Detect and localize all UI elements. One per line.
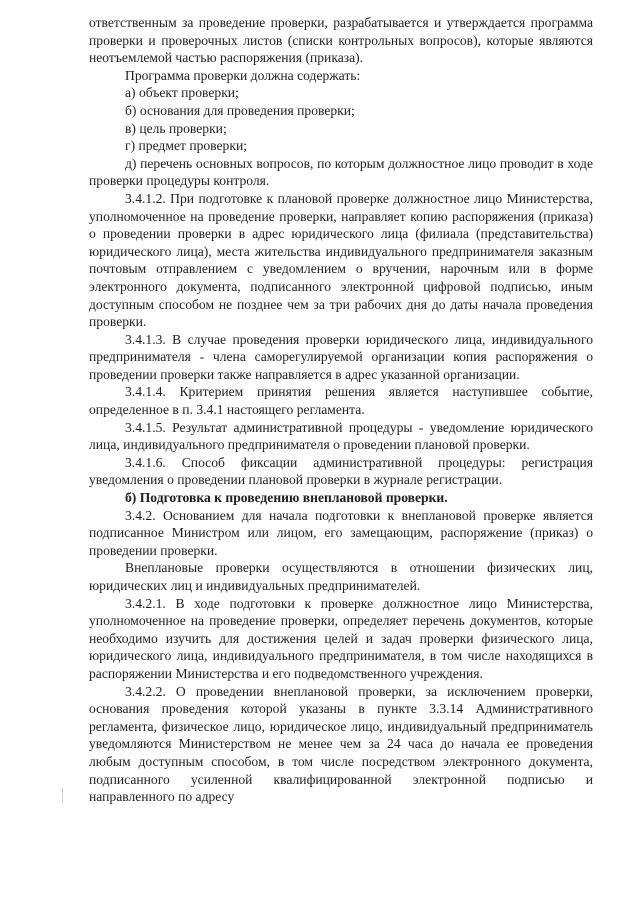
paragraph-3-4-1-4: 3.4.1.4. Критерием принятия решения является наступившее событие, определенное в п. 3.4.1 настоящего регламента.: [89, 384, 593, 418]
paragraph-3-4-2: 3.4.2. Основанием для начала подготовки к внеплановой проверке является подписанное Министром или лицом, его замещающим, распоряжение (приказ) о проведении проверки.: [89, 507, 593, 558]
paragraph-program-intro: Программа проверки должна содержать:: [125, 67, 361, 83]
paragraph-continuation: ответственным за проведение проверки, разрабатывается и утверждается программа проверки и проверочных листов (списки контрольных вопросов), которые являются неотъемлемой частью распоряжения (приказа).: [89, 15, 593, 66]
section-heading-unscheduled: б) Подготовка к проведению внеплановой проверки.: [125, 490, 448, 506]
scan-artifact: [62, 788, 63, 802]
paragraph-3-4-2-1: 3.4.2.1. В ходе подготовки к проверке должностное лицо Министерства, уполномоченное на проведение проверки, определяет перечень документов, которые необходимо изучить для достижения целей и задач проверки физического лица, юридического лица, индивидуального предпринимателя, в том числе находящихся в распоряжении Министерства и его подведомственного учреждения.: [89, 595, 593, 681]
list-item-c: в) цель проверки;: [125, 120, 227, 136]
paragraph-3-4-2-2: 3.4.2.2. О проведении внеплановой проверки, за исключением проверки, основания проведения которой указаны в пункте 3.3.14 Административного регламента, физическое лицо, юридическое лицо, индивидуальный предприниматель уведомляются Министерством не менее чем за 24 часа до начала ее проведения любым доступным способом, в том числе посредством электронного документа, подписанного усиленной квалифицированной электронной подписью и направленного по адресу: [89, 683, 593, 805]
paragraph-3-4-1-6: 3.4.1.6. Способ фиксации административной процедуры: регистрация уведомления о проведении плановой проверки в журнале регистрации.: [89, 454, 593, 488]
document-body: [89, 14, 593, 806]
paragraph-3-4-1-2: 3.4.1.2. При подготовке к плановой проверке должностное лицо Министерства, уполномоченное на проведение проверки, направляет копию распоряжения (приказа) о проведении проверки в адрес юридического лица (филиала (представительства) юридического лица), места жительства индивидуального предпринимателя заказным почтовым отправлением с уведомлением о вручении, нарочным или в форме электронного документа, подписанного электронной цифровой подписью, иным доступным способом не позднее чем за три рабочих дня до даты начала проведения проверки.: [89, 190, 593, 330]
list-item-a: а) объект проверки;: [125, 85, 239, 101]
paragraph-3-4-1-3: 3.4.1.3. В случае проведения проверки юридического лица, индивидуального предпринимателя - члена саморегулируемой организации копия распоряжения о проведении проверки также направляется в адрес указанной организации.: [89, 331, 593, 382]
list-item-b: б) основания для проведения проверки;: [125, 102, 355, 118]
paragraph-unscheduled-scope: Внеплановые проверки осуществляются в отношении физических лиц, юридических лиц и индивидуальных предпринимателей.: [89, 560, 593, 593]
list-item-d: г) предмет проверки;: [125, 138, 248, 154]
list-item-e: д) перечень основных вопросов, по которым должностное лицо проводит в ходе проверки процедуры контроля.: [89, 155, 593, 189]
paragraph-3-4-1-5: 3.4.1.5. Результат административной процедуры - уведомление юридического лица, индивидуального предпринимателя о проведении плановой проверки.: [89, 419, 593, 453]
